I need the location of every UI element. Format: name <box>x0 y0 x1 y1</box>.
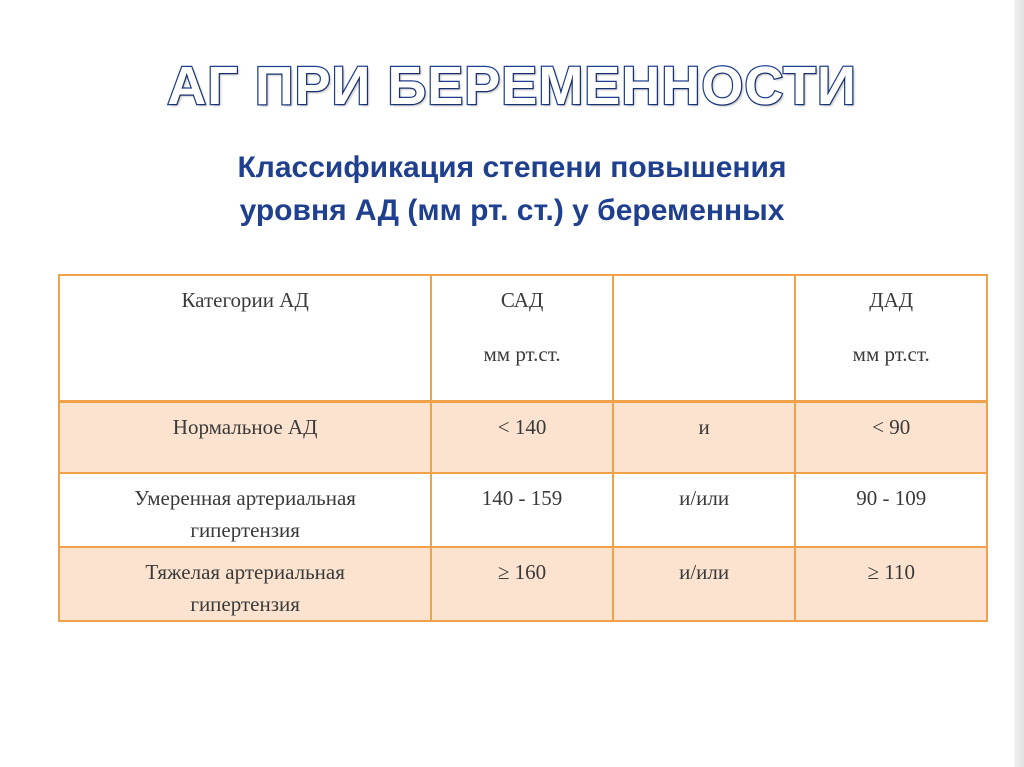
row-category-line-1: Умеренная артериальная <box>134 486 356 510</box>
row-category-line-2: гипертензия <box>190 592 300 616</box>
row-dad: ≥ 110 <box>795 547 987 621</box>
subtitle-line-1: Классификация степени повышения <box>237 151 787 184</box>
row-category-line-1: Нормальное АД <box>172 415 318 439</box>
row-category <box>59 402 431 474</box>
row-sad: 140 - 159 <box>431 473 613 547</box>
bp-classification-table <box>58 274 988 622</box>
header-sad <box>431 275 613 402</box>
row-dad: 90 - 109 <box>795 473 987 547</box>
row-category-line-2: гипертензия <box>190 518 300 542</box>
slide-subtitle <box>0 146 1024 232</box>
row-connector: и/или <box>613 473 796 547</box>
header-sad-label: САД <box>500 288 544 312</box>
header-dad-label: ДАД <box>869 288 914 312</box>
row-category <box>59 547 431 621</box>
header-category <box>59 275 431 402</box>
row-sad: ≥ 160 <box>431 547 613 621</box>
row-category-line-1: Тяжелая артериальная <box>145 560 345 584</box>
subtitle-line-2: уровня АД (мм рт. ст.) у беременных <box>239 194 785 227</box>
table-header-row <box>59 275 987 402</box>
header-connector <box>613 275 796 402</box>
table-row <box>59 473 987 547</box>
table-row <box>59 402 987 474</box>
row-sad: < 140 <box>431 402 613 474</box>
header-category-label: Категории АД <box>181 288 309 312</box>
header-dad-unit: мм рт.ст. <box>852 342 930 366</box>
row-connector: и/или <box>613 547 796 621</box>
slide-title: АГ ПРИ БЕРЕМЕННОСТИ <box>167 56 857 116</box>
row-connector: и <box>613 402 796 474</box>
header-sad-unit: мм рт.ст. <box>483 342 561 366</box>
row-category <box>59 473 431 547</box>
row-dad: < 90 <box>795 402 987 474</box>
table-row <box>59 547 987 621</box>
header-dad <box>795 275 987 402</box>
